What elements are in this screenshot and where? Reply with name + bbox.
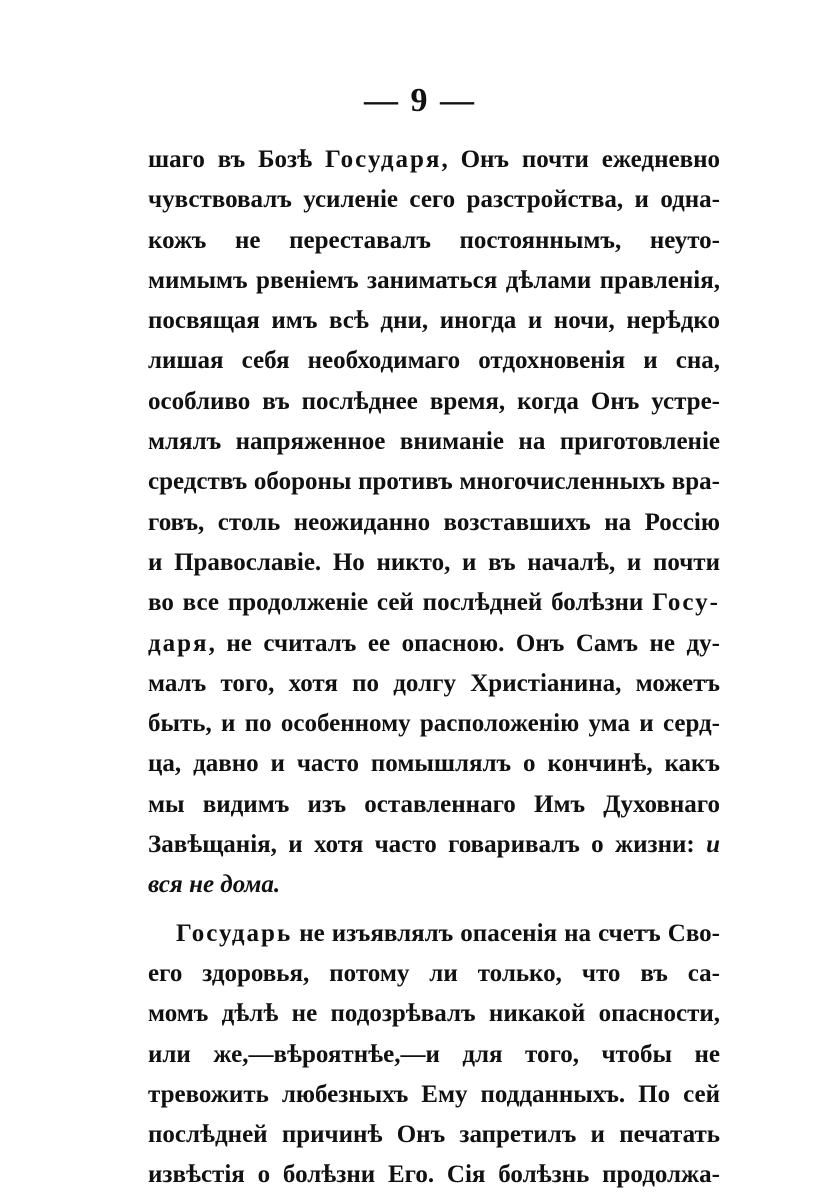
text-run: лишая себя необходимаго отдохновенія и сна, <box>148 347 720 375</box>
italic-text: вся не дома. <box>148 871 281 899</box>
text-run: быть, и по особенному расположенію ума и серд- <box>148 710 720 738</box>
text-line <box>148 503 720 543</box>
text-run: ца, давно и часто помышлялъ о кончинѣ, какъ <box>148 750 720 778</box>
text-run: извѣстія о болѣзни Его. Сія болѣзнь продолжа- <box>148 1161 720 1189</box>
text-run: мы видимъ изъ оставленнаго Имъ Духовнаго <box>148 790 720 818</box>
text-run: посвящая имъ всѣ дни, иногда и ночи, нерѣдко <box>148 307 720 335</box>
text-run: , не считалъ ее опасною. Онъ Самъ не ду- <box>208 629 720 657</box>
text-line <box>148 785 720 825</box>
text-line <box>148 221 720 261</box>
text-line <box>148 1035 720 1075</box>
text-line <box>148 825 720 865</box>
spaced-text: Государя <box>324 146 442 173</box>
text-run: момъ дѣлѣ не подозрѣвалъ никакой опасности, <box>148 1000 720 1028</box>
text-run: или же,—вѣроятнѣе,—и для того, чтобы не <box>148 1040 720 1068</box>
text-run: средствъ обороны противъ многочисленныхъ вра- <box>148 468 720 496</box>
text-line <box>148 382 720 422</box>
text-line <box>148 543 720 583</box>
text-line <box>148 341 720 381</box>
spaced-text: Государь <box>176 919 293 947</box>
page-number: — 9 — <box>364 82 476 119</box>
text-line <box>148 301 720 341</box>
text-line <box>148 865 720 905</box>
text-run: особливо въ послѣднее время, когда Онъ устре- <box>148 387 720 415</box>
text-line <box>148 914 720 954</box>
text-run: не изъявлялъ опасенія на счетъ Сво- <box>292 919 720 947</box>
text-run: шаго въ Бозѣ <box>148 146 325 173</box>
italic-text: и <box>706 831 720 859</box>
text-run: тревожить любезныхъ Ему подданныхъ. По сей <box>148 1080 720 1108</box>
text-run: послѣдней причинѣ Онъ запретилъ и печатать <box>148 1121 720 1149</box>
text-run: его здоровья, потому ли только, что въ са- <box>148 959 720 987</box>
text-run: мимымъ рвеніемъ заниматься дѣлами правленія, <box>148 266 720 294</box>
text-line <box>148 583 720 623</box>
text-line <box>148 180 720 220</box>
text-line <box>148 704 720 744</box>
text-run: кожъ не переставалъ постояннымъ, неуто- <box>148 226 720 254</box>
text-run: , Онъ почти ежедневно <box>441 146 720 173</box>
text-line <box>148 462 720 502</box>
text-line <box>148 261 720 301</box>
text-line <box>148 994 720 1034</box>
text-run: млялъ напряженное вниманіе на приготовленіе <box>148 428 720 456</box>
text-line <box>148 1115 720 1155</box>
text-line <box>148 422 720 462</box>
text-run: малъ того, хотя по долгу Христіанина, можетъ <box>148 669 720 697</box>
text-line <box>148 954 720 994</box>
text-run: говъ, столь неожиданно возставшихъ на Россію <box>148 508 720 536</box>
spaced-text: даря <box>148 629 209 657</box>
text-line <box>148 744 720 784</box>
body-text <box>148 140 720 1196</box>
text-run: и Православіе. Но никто, и въ началѣ, и почти <box>148 548 720 576</box>
text-run: чувствовалъ усиленіе сего разстройства, и одна- <box>148 186 720 214</box>
text-line <box>148 664 720 704</box>
text-line <box>148 1075 720 1115</box>
text-line <box>148 140 720 180</box>
text-line <box>148 624 720 664</box>
text-line <box>148 1155 720 1195</box>
spaced-text: Госу- <box>652 589 720 617</box>
text-run: во все продолженіе сей послѣдней болѣзни <box>148 589 653 617</box>
text-run: Завѣщанія, и хотя часто говаривалъ о жизни: <box>148 831 707 859</box>
